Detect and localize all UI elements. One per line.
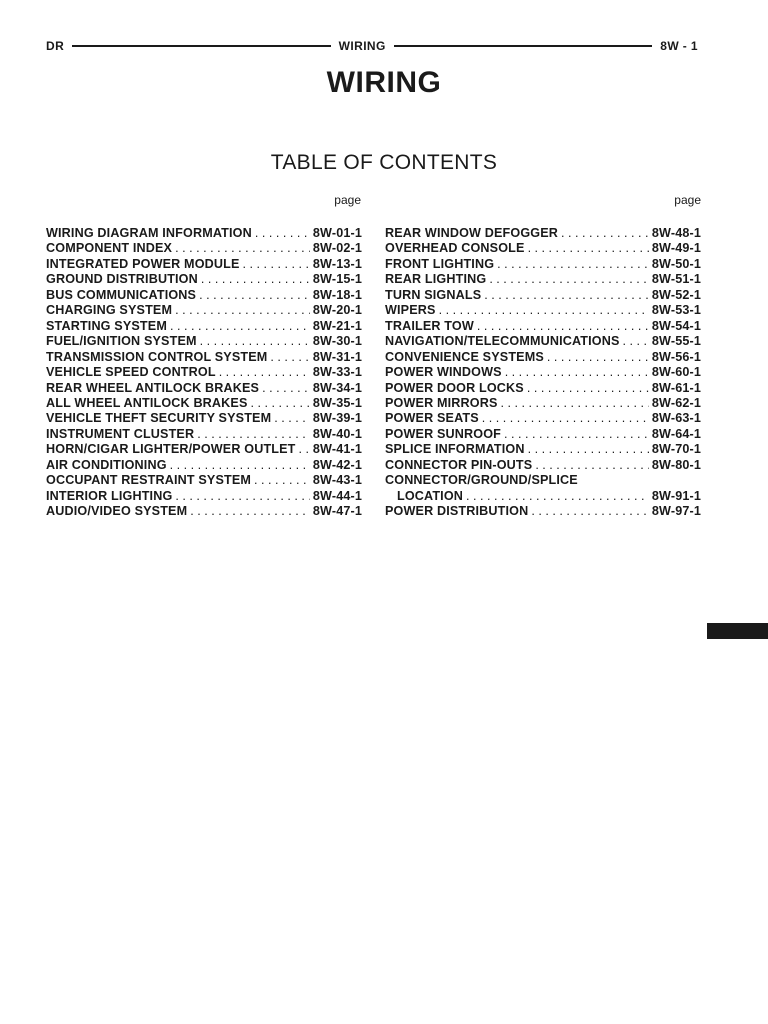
dot-leader (200, 334, 310, 349)
toc-entry[interactable] (46, 319, 362, 334)
toc-heading: TABLE OF CONTENTS (270, 151, 498, 174)
toc-entry-page: 8W-55-1 (651, 334, 701, 349)
dot-leader (190, 504, 310, 519)
dot-leader (501, 396, 649, 411)
toc-entry-title: REAR WHEEL ANTILOCK BRAKES (46, 380, 260, 395)
toc-entry[interactable] (46, 226, 362, 241)
toc-entry[interactable] (46, 381, 362, 396)
toc-entry[interactable] (385, 442, 701, 457)
toc-entry[interactable] (385, 319, 701, 334)
toc-entry-title: TURN SIGNALS (385, 287, 482, 302)
toc-entry[interactable] (46, 288, 362, 303)
toc-entry[interactable] (385, 396, 701, 411)
toc-entry-title: INSTRUMENT CLUSTER (46, 426, 195, 441)
dot-leader (175, 241, 310, 256)
toc-entry-page: 8W-61-1 (651, 380, 701, 395)
toc-entry-page: 8W-64-1 (651, 426, 701, 441)
toc-entry-page: 8W-62-1 (651, 395, 701, 410)
toc-entry-title: HORN/CIGAR LIGHTER/POWER OUTLET (46, 442, 296, 457)
dot-leader (199, 288, 310, 303)
toc-entry-page: 8W-97-1 (651, 504, 701, 519)
toc-entry-title: SPLICE INFORMATION (385, 442, 525, 457)
page-title: WIRING (326, 66, 442, 99)
toc-entry-page: 8W-41-1 (312, 442, 362, 457)
dot-leader (561, 226, 649, 241)
toc-right-column (385, 226, 701, 520)
toc-entry[interactable] (385, 257, 701, 272)
toc-entry[interactable] (385, 334, 701, 349)
toc-entry[interactable] (385, 504, 701, 519)
toc-entry-title: VEHICLE SPEED CONTROL (46, 365, 216, 380)
dot-leader (170, 319, 310, 334)
dot-leader (251, 396, 310, 411)
toc-entry-title: POWER SEATS (385, 411, 479, 426)
toc-entry-title: CONVENIENCE SYSTEMS (385, 349, 544, 364)
toc-entry-title: FRONT LIGHTING (385, 256, 495, 271)
toc-entry-title: ALL WHEEL ANTILOCK BRAKES (46, 395, 248, 410)
toc-entry[interactable] (46, 504, 362, 519)
toc-entry-page: 8W-60-1 (651, 365, 701, 380)
toc-entry[interactable] (385, 288, 701, 303)
toc-entry[interactable] (46, 365, 362, 380)
toc-entry-page: 8W-18-1 (312, 287, 362, 302)
toc-entry-title: INTERIOR LIGHTING (46, 488, 173, 503)
toc-entry-page: 8W-70-1 (651, 442, 701, 457)
toc-entry-page: 8W-49-1 (651, 241, 701, 256)
dot-leader (535, 458, 649, 473)
toc-entry-title: COMPONENT INDEX (46, 241, 173, 256)
header-section-code: DR (46, 39, 65, 53)
toc-entry-title: BUS COMMUNICATIONS (46, 287, 197, 302)
toc-entry-page: 8W-52-1 (651, 287, 701, 302)
toc-entry[interactable] (46, 257, 362, 272)
toc-entry[interactable] (385, 381, 701, 396)
dot-leader (623, 334, 649, 349)
dot-leader (262, 381, 310, 396)
dot-leader (255, 226, 310, 241)
toc-entry[interactable] (385, 473, 701, 488)
toc-entry[interactable] (46, 427, 362, 442)
toc-entry[interactable] (46, 473, 362, 488)
toc-entry-page: 8W-21-1 (312, 318, 362, 333)
toc-entry-page: 8W-39-1 (312, 411, 362, 426)
toc-entry-title: AIR CONDITIONING (46, 457, 167, 472)
toc-entry[interactable] (46, 241, 362, 256)
toc-entry-page: 8W-54-1 (651, 318, 701, 333)
toc-entry-title: VEHICLE THEFT SECURITY SYSTEM (46, 411, 272, 426)
toc-entry[interactable] (385, 226, 701, 241)
toc-entry-title-continued: LOCATION (397, 488, 464, 503)
header-page-number: 8W - 1 (660, 39, 699, 53)
toc-entry-continuation[interactable] (385, 489, 701, 504)
dot-leader (201, 272, 310, 287)
toc-entry-page: 8W-48-1 (651, 226, 701, 240)
toc-entry-title: NAVIGATION/TELECOMMUNICATIONS (385, 334, 620, 349)
toc-entry-page: 8W-02-1 (312, 241, 362, 256)
toc-entry[interactable] (385, 411, 701, 426)
toc-entry-title: OVERHEAD CONSOLE (385, 241, 525, 256)
toc-entry[interactable] (385, 272, 701, 287)
toc-entry[interactable] (46, 458, 362, 473)
toc-entry-title: REAR WINDOW DEFOGGER (385, 226, 559, 240)
toc-entry-title: POWER MIRRORS (385, 395, 498, 410)
toc-entry-page: 8W-43-1 (312, 473, 362, 488)
dot-leader (504, 427, 649, 442)
toc-entry-title: STARTING SYSTEM (46, 318, 167, 333)
dot-leader (527, 381, 649, 396)
toc-entry[interactable] (46, 350, 362, 365)
toc-entry-page: 8W-42-1 (312, 457, 362, 472)
section-tab-marker (707, 623, 768, 639)
toc-entry[interactable] (46, 411, 362, 426)
toc-entry-title: GROUND DISTRIBUTION (46, 272, 198, 287)
dot-leader (466, 489, 649, 504)
toc-entry-title: POWER WINDOWS (385, 365, 502, 380)
dot-leader (477, 319, 649, 334)
dot-leader (175, 489, 310, 504)
dot-leader (197, 427, 310, 442)
toc-entry[interactable] (385, 303, 701, 318)
dot-leader (219, 365, 310, 380)
left-column-page-label: page (334, 193, 361, 207)
right-column-page-label: page (674, 193, 701, 207)
dot-leader (531, 504, 649, 519)
header-chapter: WIRING (338, 39, 386, 53)
header-rule-right (394, 45, 653, 47)
toc-entry-page: 8W-63-1 (651, 411, 701, 426)
dot-leader (175, 303, 310, 318)
toc-entry-title: OCCUPANT RESTRAINT SYSTEM (46, 473, 252, 488)
toc-entry[interactable] (46, 334, 362, 349)
dot-leader (489, 272, 649, 287)
toc-entry[interactable] (46, 396, 362, 411)
toc-entry-title: WIRING DIAGRAM INFORMATION (46, 226, 252, 240)
toc-entry-title: POWER DISTRIBUTION (385, 504, 529, 519)
dot-leader (528, 442, 649, 457)
dot-leader (243, 257, 310, 272)
dot-leader (254, 473, 310, 488)
dot-leader (170, 458, 310, 473)
toc-entry-title: CHARGING SYSTEM (46, 303, 173, 318)
running-header (46, 38, 698, 54)
toc-entry-page: 8W-15-1 (312, 272, 362, 287)
toc-entry-page: 8W-40-1 (312, 426, 362, 441)
header-rule-left (72, 45, 331, 47)
dot-leader (528, 241, 649, 256)
toc-entry-title: CONNECTOR PIN-OUTS (385, 457, 533, 472)
dot-leader (439, 303, 649, 318)
toc-entry-title: CONNECTOR/GROUND/SPLICE (385, 473, 578, 488)
toc-entry-title: WIPERS (385, 303, 436, 318)
toc-entry-page: 8W-30-1 (312, 334, 362, 349)
toc-entry-page: 8W-47-1 (312, 504, 362, 519)
toc-left-column (46, 226, 362, 520)
dot-leader (274, 411, 310, 426)
toc-entry-title: REAR LIGHTING (385, 272, 487, 287)
dot-leader (299, 442, 310, 457)
toc-entry-page: 8W-56-1 (651, 349, 701, 364)
toc-entry-title: AUDIO/VIDEO SYSTEM (46, 504, 188, 519)
toc-entry-page: 8W-31-1 (312, 349, 362, 364)
toc-entry[interactable] (46, 272, 362, 287)
dot-leader (497, 257, 649, 272)
toc-entry[interactable] (385, 241, 701, 256)
dot-leader (482, 411, 649, 426)
toc-entry-page: 8W-50-1 (651, 256, 701, 271)
toc-entry-title: POWER SUNROOF (385, 426, 501, 441)
toc-entry-page: 8W-51-1 (651, 272, 701, 287)
toc-entry-page: 8W-20-1 (312, 303, 362, 318)
toc-entry[interactable] (385, 365, 701, 380)
dot-leader (484, 288, 649, 303)
toc-entry[interactable] (385, 427, 701, 442)
toc-entry-page: 8W-91-1 (651, 488, 701, 503)
toc-entry-title: FUEL/IGNITION SYSTEM (46, 334, 197, 349)
dot-leader (547, 350, 649, 365)
toc-entry[interactable] (46, 303, 362, 318)
toc-entry-page: 8W-13-1 (312, 256, 362, 271)
toc-entry-page: 8W-35-1 (312, 395, 362, 410)
toc-entry[interactable] (385, 350, 701, 365)
toc-entry-title: INTEGRATED POWER MODULE (46, 256, 240, 271)
toc-entry-page: 8W-44-1 (312, 488, 362, 503)
toc-entry-title: TRANSMISSION CONTROL SYSTEM (46, 349, 268, 364)
toc-entry-page: 8W-53-1 (651, 303, 701, 318)
dot-leader (270, 350, 309, 365)
toc-entry-page: 8W-33-1 (312, 365, 362, 380)
toc-entry[interactable] (46, 442, 362, 457)
toc-entry-title: POWER DOOR LOCKS (385, 380, 524, 395)
toc-entry[interactable] (46, 489, 362, 504)
toc-entry-title: TRAILER TOW (385, 318, 474, 333)
toc-entry-page: 8W-80-1 (651, 457, 701, 472)
toc-entry[interactable] (385, 458, 701, 473)
toc-entry-page: 8W-34-1 (312, 380, 362, 395)
toc-entry-page: 8W-01-1 (312, 226, 362, 240)
dot-leader (505, 365, 649, 380)
